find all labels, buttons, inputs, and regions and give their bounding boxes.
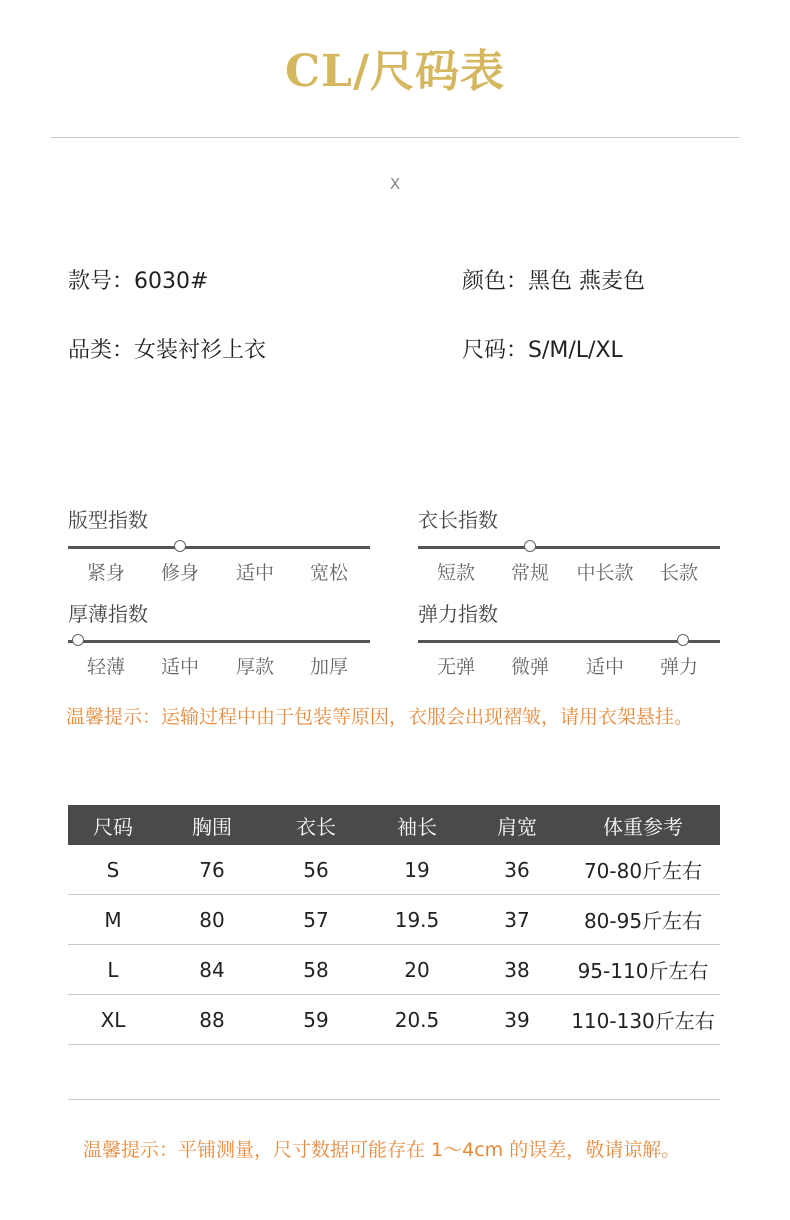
scale-knob [677, 634, 689, 646]
scale-tick: 适中 [235, 562, 275, 584]
table-cell: 56 [266, 845, 366, 895]
bottom-divider [68, 1099, 720, 1100]
table-cell: 36 [468, 845, 566, 895]
scale-tick: 短款 [436, 562, 476, 584]
scale-track [68, 640, 370, 643]
table-cell: 80 [158, 895, 266, 945]
scale-label: 厚薄指数 [68, 602, 148, 626]
table-cell: 39 [468, 995, 566, 1045]
top-divider [51, 137, 740, 138]
scale-tick: 厚款 [235, 656, 275, 678]
scale-knob [174, 540, 186, 552]
scale-tick: 加厚 [309, 656, 349, 678]
table-cell: 59 [266, 995, 366, 1045]
table-cell: 70-80斤左右 [566, 845, 720, 895]
column-header: 衣长 [266, 805, 366, 845]
style-number: 款号：6030# [68, 269, 209, 294]
scale-tick: 紧身 [86, 562, 126, 584]
scale-track [68, 546, 370, 549]
scale-tick: 适中 [160, 656, 200, 678]
scale-tick: 弹力 [659, 656, 699, 678]
scale-knob [524, 540, 536, 552]
table-cell: 19.5 [366, 895, 468, 945]
scale-tick: 修身 [160, 562, 200, 584]
table-cell: L [68, 945, 158, 995]
thickness-index-scale [68, 601, 370, 681]
scale-tick: 轻薄 [86, 656, 126, 678]
table-row [68, 845, 720, 895]
scale-label: 衣长指数 [418, 508, 498, 532]
scale-label: 版型指数 [68, 508, 148, 532]
scale-tick: 适中 [585, 656, 625, 678]
scale-tick: 微弹 [510, 656, 550, 678]
table-cell: 95-110斤左右 [566, 945, 720, 995]
scale-tick: 中长款 [576, 562, 634, 584]
table-header-row [68, 805, 720, 845]
scale-knob [72, 634, 84, 646]
category-info: 品类：女装衬衫上衣 [68, 338, 267, 363]
scale-track [418, 546, 720, 549]
table-cell: XL [68, 995, 158, 1045]
table-cell: 80-95斤左右 [566, 895, 720, 945]
table-cell: 88 [158, 995, 266, 1045]
table-cell: 76 [158, 845, 266, 895]
scale-label: 弹力指数 [418, 602, 498, 626]
elasticity-index-scale [418, 601, 720, 681]
table-cell: 84 [158, 945, 266, 995]
scale-tick: 常规 [510, 562, 550, 584]
table-cell: 58 [266, 945, 366, 995]
column-header: 尺码 [68, 805, 158, 845]
table-row [68, 945, 720, 995]
table-cell: 57 [266, 895, 366, 945]
column-header: 体重参考 [566, 805, 720, 845]
table-cell: 19 [366, 845, 468, 895]
size-table [68, 805, 720, 1045]
page-title: CL/尺码表 [284, 46, 506, 97]
table-cell: M [68, 895, 158, 945]
scale-tick: 长款 [659, 562, 699, 584]
size-info: 尺码：S/M/L/XL [462, 338, 623, 363]
scale-tick: 宽松 [309, 562, 349, 584]
scale-tick: 无弹 [436, 656, 476, 678]
table-cell: 20.5 [366, 995, 468, 1045]
table-row [68, 895, 720, 945]
table-cell: 37 [468, 895, 566, 945]
shipping-tip: 温馨提示：运输过程中由于包装等原因，衣服会出现褶皱，请用衣架悬挂。 [66, 706, 694, 728]
table-cell: S [68, 845, 158, 895]
scale-track [418, 640, 720, 643]
column-header: 肩宽 [468, 805, 566, 845]
table-cell: 110-130斤左右 [566, 995, 720, 1045]
measurement-tip: 温馨提示：平铺测量，尺寸数据可能存在 1～4cm 的误差，敬请谅解。 [83, 1139, 681, 1161]
table-cell: 20 [366, 945, 468, 995]
column-header: 胸围 [158, 805, 266, 845]
table-cell: 38 [468, 945, 566, 995]
fit-index-scale [68, 507, 370, 587]
length-index-scale [418, 507, 720, 587]
table-row [68, 995, 720, 1045]
color-info: 颜色：黑色 燕麦色 [462, 269, 645, 294]
column-header: 袖长 [366, 805, 468, 845]
separator-mark: X [389, 175, 401, 193]
